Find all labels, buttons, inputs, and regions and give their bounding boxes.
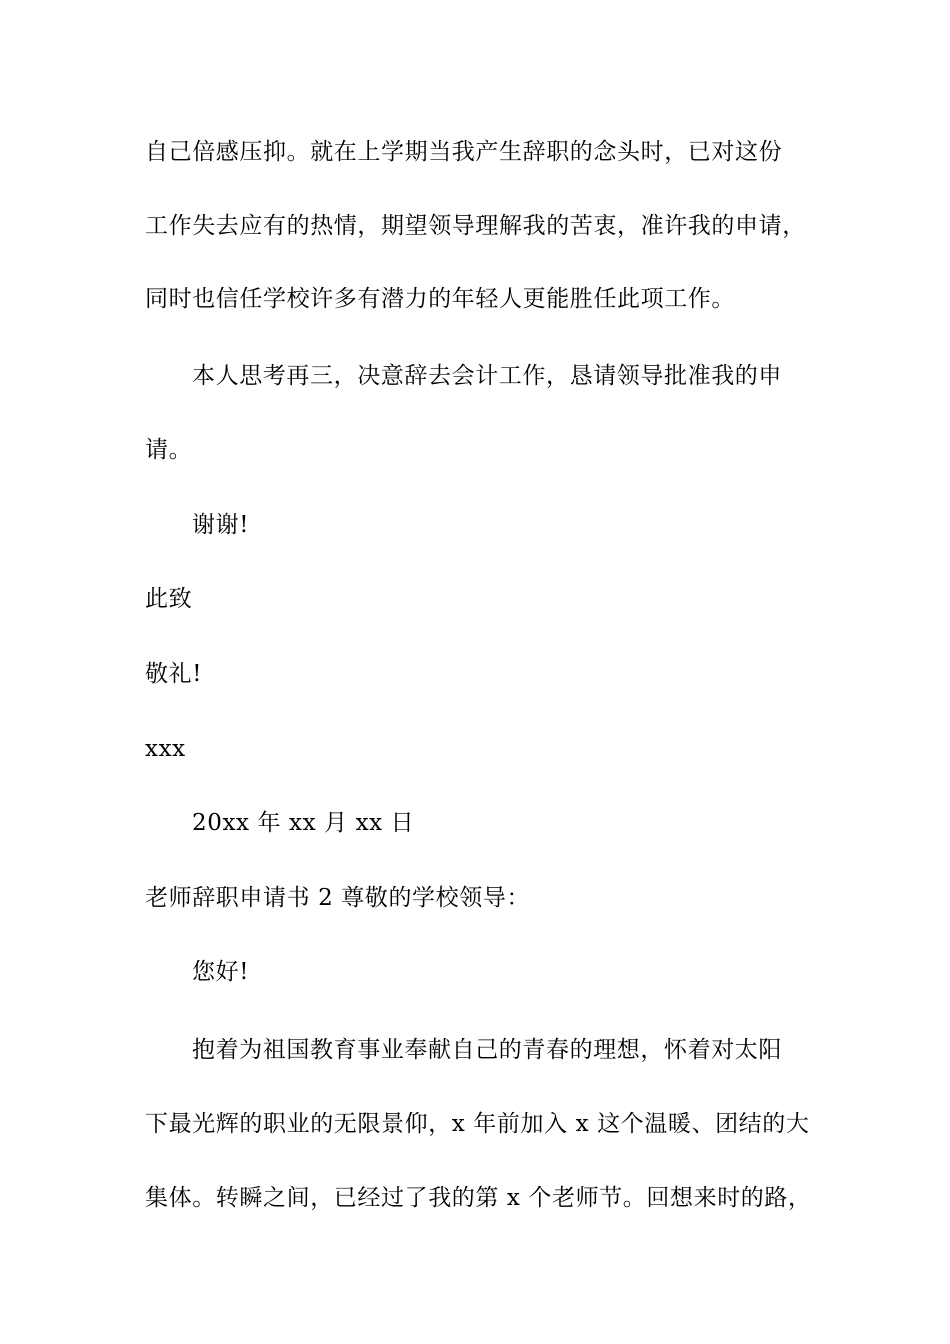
- text-line: 请。: [145, 437, 193, 463]
- text-line: 本人思考再三，决意辞去会计工作，恳请领导批准我的申: [192, 363, 782, 389]
- text-line: 谢谢!: [192, 512, 250, 538]
- text-line: 工作失去应有的热情，期望领导理解我的苦衷，准许我的申请，: [145, 213, 806, 239]
- text-line: 抱着为祖国教育事业奉献自己的青春的理想，怀着对太阳: [192, 1037, 782, 1063]
- signature: xxx: [145, 736, 186, 762]
- greeting: 您好!: [192, 959, 250, 985]
- text-line: 集体。转瞬之间，已经过了我的第 x 个老师节。回想来时的路，: [145, 1185, 812, 1211]
- text-line: 敬礼!: [145, 661, 203, 687]
- text-line: 下最光辉的职业的无限景仰，x 年前加入 x 这个温暖、团结的大: [145, 1111, 810, 1137]
- text-line: 此致: [145, 586, 193, 612]
- text-line: 自己倍感压抑。就在上学期当我产生辞职的念头时，已对这份: [145, 139, 783, 165]
- text-line: 同时也信任学校许多有潜力的年轻人更能胜任此项工作。: [145, 286, 735, 312]
- date-line: 20xx 年 xx 月 xx 日: [192, 810, 415, 836]
- section-heading: 老师辞职申请书 2 尊敬的学校领导：: [145, 885, 531, 911]
